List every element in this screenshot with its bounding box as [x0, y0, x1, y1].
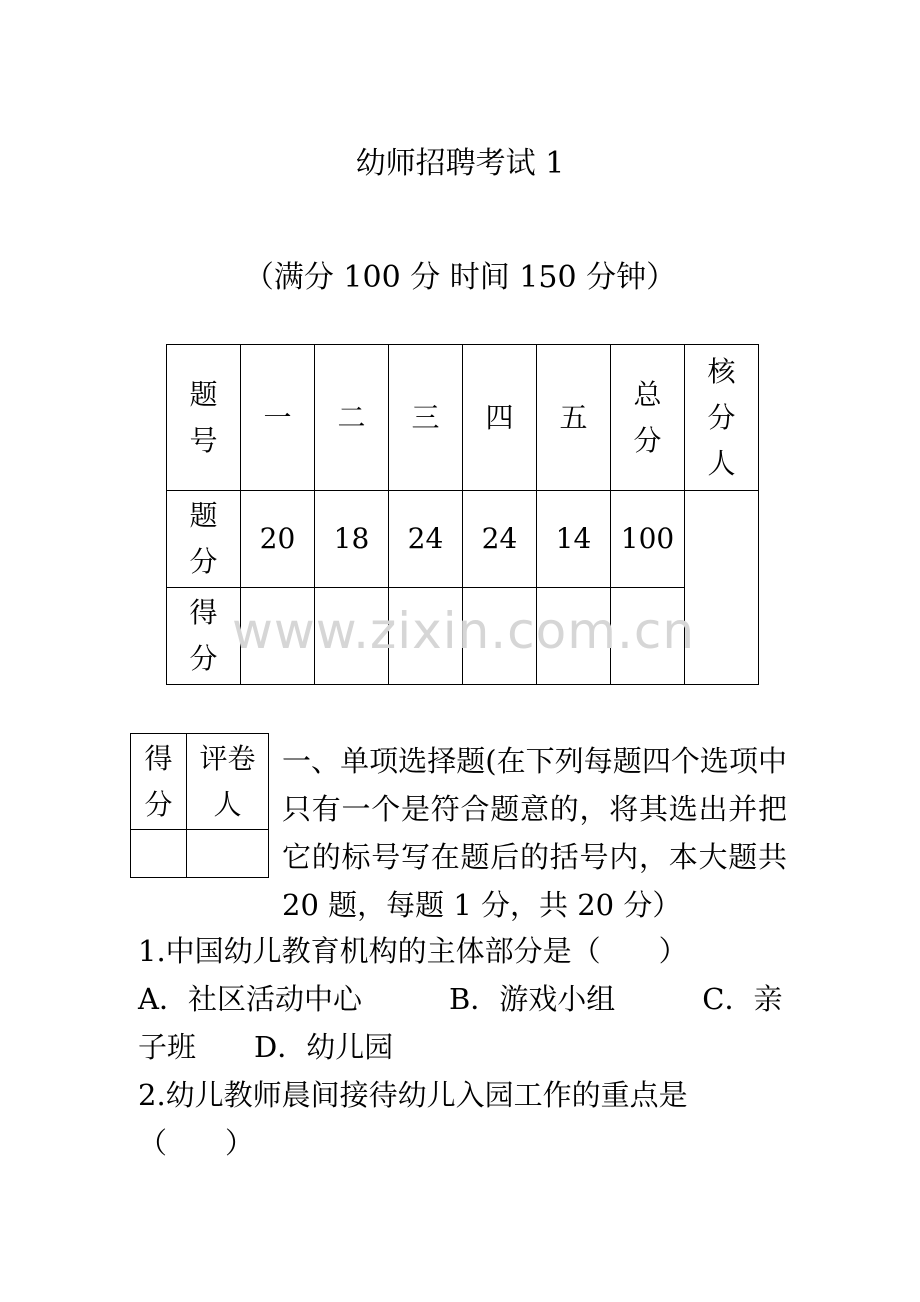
- checker-header: 核 分 人: [685, 345, 759, 491]
- points-cell: 24: [389, 491, 463, 588]
- points-label-cell: 题 分: [167, 491, 241, 588]
- watermark: www.zixin.com.cn: [232, 602, 696, 660]
- grader-name-cell: [187, 830, 269, 878]
- exam-title: 幼师招聘考试 1: [355, 146, 565, 181]
- column-header: 四: [463, 345, 537, 491]
- column-header: 一: [241, 345, 315, 491]
- points-cell: 20: [241, 491, 315, 588]
- exam-subtitle: （满分 100 分 时间 150 分钟）: [243, 260, 677, 295]
- points-cell: 24: [463, 491, 537, 588]
- column-header: 二: [315, 345, 389, 491]
- points-cell: 14: [537, 491, 611, 588]
- checker-cell: [685, 491, 759, 685]
- points-total-cell: 100: [611, 491, 685, 588]
- column-header: 三: [389, 345, 463, 491]
- total-header: 总 分: [611, 345, 685, 491]
- grader-name-label: 评卷 人: [187, 734, 269, 830]
- question-line: A．社区活动中心 B．游戏小组 C．亲: [138, 982, 783, 1016]
- question-line: 子班 D．幼儿园: [138, 1030, 394, 1064]
- header-label-cell: 题 号: [167, 345, 241, 491]
- question-line: 1.中国幼儿教育机构的主体部分是（ ）: [138, 934, 688, 968]
- grader-score-label: 得 分: [131, 734, 187, 830]
- question-line: 2.幼儿教师晨间接待幼儿入园工作的重点是: [138, 1078, 688, 1112]
- grader-score-cell: [131, 830, 187, 878]
- grader-box: [130, 733, 269, 878]
- section-intro: 一、单项选择题(在下列每题四个选项中只有一个是符合题意的，将其选出并把它的标号写在题后的括号内，本大题共 20 题，每题 1 分，共 20 分）: [282, 744, 787, 922]
- earned-label-cell: 得 分: [167, 588, 241, 685]
- column-header: 五: [537, 345, 611, 491]
- points-cell: 18: [315, 491, 389, 588]
- question-line: （ ）: [138, 1126, 255, 1160]
